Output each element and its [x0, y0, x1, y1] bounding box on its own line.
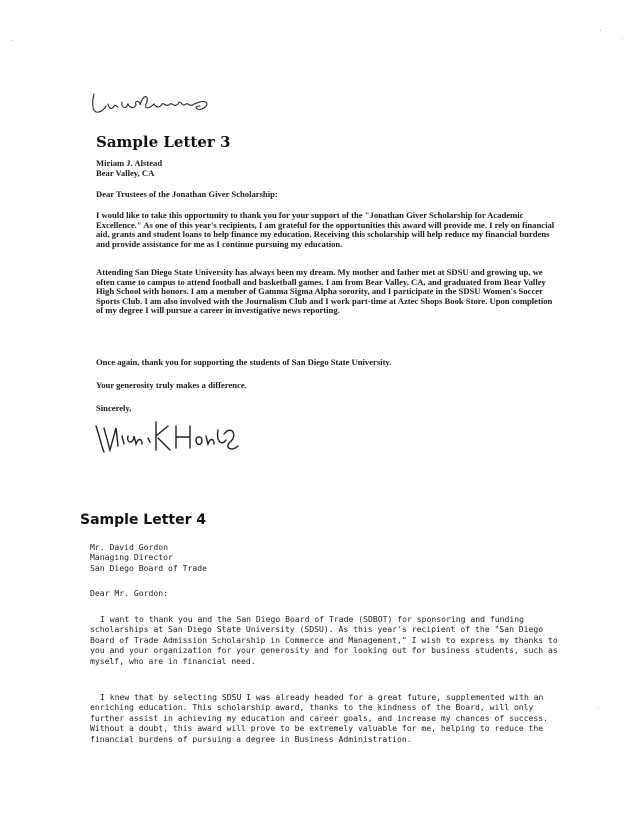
letter4-salutation: Dear Mr. Gordon: — [90, 588, 168, 598]
letter4-heading: Sample Letter 4 — [80, 512, 207, 528]
scan-speck — [12, 40, 13, 41]
scan-speck — [622, 38, 623, 39]
letter3-salutation: Dear Trustees of the Jonathan Giver Scholarship: — [96, 189, 278, 199]
recipient-title: Managing Director — [90, 552, 173, 563]
recipient-name: Mr. David Gordon — [90, 542, 168, 552]
sender-location: Bear Valley, CA — [96, 167, 155, 178]
scan-speck — [600, 30, 601, 31]
handwritten-signature-top — [88, 82, 218, 122]
letter3-sender-block — [96, 159, 558, 178]
letter3-paragraph-2: Attending San Diego State University has always been my dream. My mother and father met at SDSU and growing up, we often came to campus to attend football and basketball games. I am from Bear Valley, CA, and graduated from Bear Valley High School with honors. I am a member of Gamma Sigma Alpha sorority, and I participate in the SDSU Women's Soccer Sports Club. I am also involved with the Journalism Club and I work part-time at Aztec Shops Book Store. Upon completion of my degree I will pursue a career in investigative news reporting. — [96, 267, 553, 316]
letter4-recipient-block — [90, 542, 560, 573]
handwritten-signature-letter3 — [92, 412, 242, 457]
sender-name: Miriam J. Alstead — [96, 158, 163, 168]
letter3-heading: Sample Letter 3 — [96, 133, 231, 151]
letter3-closing-line: Your generosity truly makes a difference. — [96, 380, 247, 390]
letter3-paragraph-1: I would like to take this opportunity to thank you for your support of the "Jonathan Giver Scholarship for Academic Excellence." As one of this year's recipients, I am grateful for the opportunities this award will provide me. I rely on financial aid, grants and student loans to help finance my education. Receiving this scholarship will help reduce my financial burdens and provide assistance for me as I continue pursuing my education. — [96, 210, 555, 249]
letter3-paragraph-3: Once again, thank you for supporting the students of San Diego State University. — [96, 357, 392, 367]
letter4-paragraph-1: I want to thank you and the San Diego Board of Trade (SDBOT) for sponsoring and funding scholarships at San Diego State University (SDSU). As this year's recipient of the "San Diego Board of Trade Admission Scholarship in Commerce and Management," I wish to express my thanks to you and your organization for your generosity and for looking out for business students, such as myself, who are in financial need. — [90, 614, 558, 666]
letter4-paragraph-2: I knew that by selecting SDSU I was already headed for a great future, supplemented with an enriching education. This scholarship award, thanks to the kindness of the Board, will only further assist in achieving my education and career goals, and increase my chances of success. Without a doubt, this award will prove to be extremely valuable for me, helping to reduce the financial burdens of pursuing a degree in Business Administration. — [90, 692, 549, 744]
letter3-signoff: Sincerely, — [96, 403, 132, 413]
scan-speck — [598, 708, 599, 709]
recipient-org: San Diego Board of Trade — [90, 562, 207, 573]
